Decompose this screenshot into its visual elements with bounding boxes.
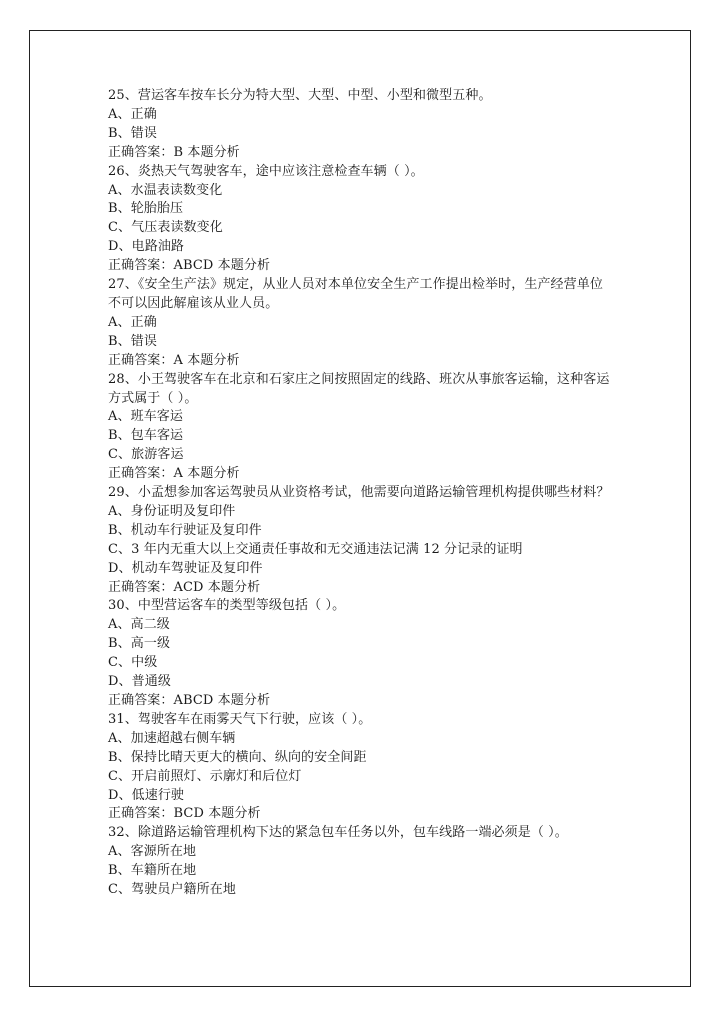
answer-line: 正确答案：BCD 本题分析 — [108, 806, 261, 822]
answer-line: 正确答案：A 本题分析 — [108, 352, 240, 368]
option-d: D、普通级 — [108, 674, 171, 690]
option-b: B、机动车行驶证及复印件 — [108, 522, 262, 538]
option-c: C、中级 — [108, 655, 158, 671]
option-d: D、电路油路 — [108, 239, 185, 255]
option-b: B、车籍所在地 — [108, 863, 197, 879]
question-28 — [108, 371, 648, 484]
answer-line: 正确答案：A 本题分析 — [108, 466, 240, 482]
question-32 — [108, 824, 648, 900]
option-c: C、旅游客运 — [108, 447, 184, 463]
answer-line: 正确答案：ABCD 本题分析 — [108, 258, 271, 274]
option-b: B、包车客运 — [108, 428, 184, 444]
question-stem: 28、小王驾驶客车在北京和石家庄之间按照固定的线路、班次从事旅客运输，这种客运方式属于（ ）。 — [108, 371, 610, 406]
option-a: A、正确 — [108, 106, 157, 122]
question-31 — [108, 711, 648, 824]
option-c: C、开启前照灯、示廓灯和后位灯 — [108, 768, 302, 784]
option-a: A、水温表读数变化 — [108, 182, 223, 198]
answer-line: 正确答案：ABCD 本题分析 — [108, 693, 271, 708]
option-a: A、身份证明及复印件 — [108, 503, 236, 519]
option-d: D、低速行驶 — [108, 787, 185, 803]
question-29 — [108, 484, 648, 597]
option-a: A、班车客运 — [108, 409, 183, 425]
option-a: A、高二级 — [108, 617, 170, 633]
question-stem: 27、《安全生产法》规定，从业人员对本单位安全生产工作提出检举时，生产经营单位不可以因此解雇该从业人员。 — [108, 277, 603, 311]
option-c: C、驾驶员户籍所在地 — [108, 882, 236, 898]
question-stem: 29、小孟想参加客运驾驶员从业资格考试，他需要向道路运输管理机构提供哪些材料？ — [108, 485, 610, 501]
option-d: D、机动车驾驶证及复印件 — [108, 560, 263, 576]
question-stem: 31、驾驶客车在雨雾天气下行驶，应该（ ）。 — [108, 711, 372, 727]
option-b: B、轮胎胎压 — [108, 201, 184, 217]
option-c: C、3 年内无重大以上交通责任事故和无交通违法记满 12 分记录的证明 — [108, 541, 523, 557]
question-26 — [108, 163, 648, 276]
option-a: A、正确 — [108, 314, 157, 330]
question-stem: 32、除道路运输管理机构下达的紧急包车任务以外，包车线路一端必须是（ ）。 — [108, 825, 568, 841]
option-a: A、客源所在地 — [108, 844, 197, 860]
question-30 — [108, 597, 648, 710]
option-b: B、错误 — [108, 333, 157, 349]
document-body — [108, 87, 648, 900]
option-c: C、气压表读数变化 — [108, 220, 223, 236]
option-b: B、保持比晴天更大的横向、纵向的安全间距 — [108, 749, 367, 765]
question-stem: 25、营运客车按车长分为特大型、大型、中型、小型和微型五种。 — [108, 88, 492, 103]
answer-line: 正确答案：ACD 本题分析 — [108, 579, 261, 595]
answer-line: 正确答案：B 本题分析 — [108, 144, 240, 160]
option-b: B、高一级 — [108, 636, 171, 652]
question-stem: 26、炎热天气驾驶客车，途中应该注意检查车辆（ ）。 — [108, 163, 424, 179]
option-a: A、加速超越右侧车辆 — [108, 730, 236, 746]
question-27 — [108, 276, 648, 371]
option-b: B、错误 — [108, 125, 157, 141]
question-25 — [108, 87, 648, 163]
question-stem: 30、中型营运客车的类型等级包括（ ）。 — [108, 598, 346, 614]
